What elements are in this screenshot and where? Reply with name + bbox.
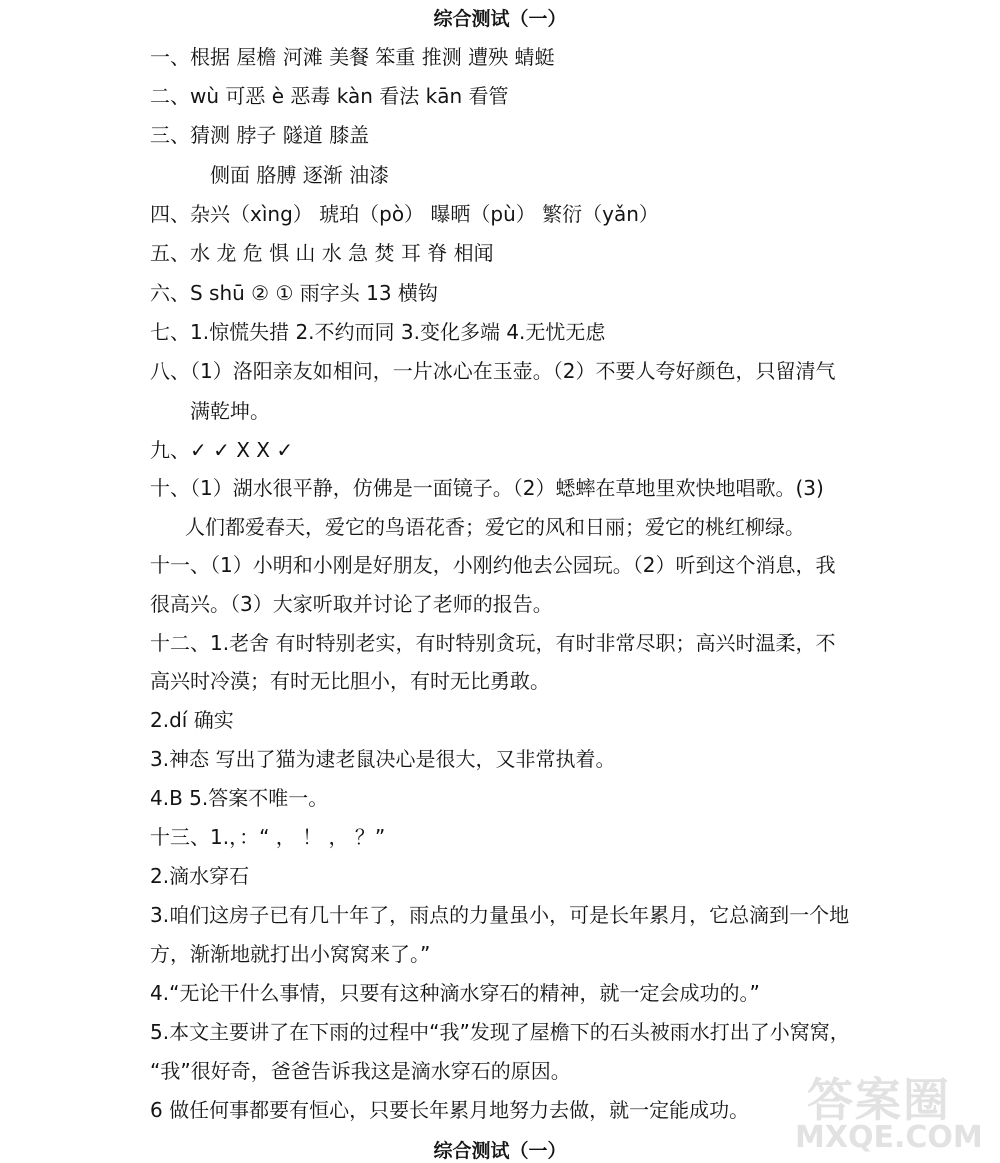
watermark-en: MXQE.COM [795, 1120, 983, 1155]
answer-line: 十三、1.，：“ ， ！ ， ？” [150, 825, 386, 849]
page-title: 综合测试（一） [433, 8, 567, 30]
answer-line: “我”很好奇，爸爸告诉我这是滴水穿石的原因。 [150, 1059, 571, 1083]
answer-line: 十二、1.老舍 有时特别老实，有时特别贪玩，有时非常尽职；高兴时温柔，不 [150, 631, 836, 655]
answer-line: 4.“无论干什么事情，只要有这种滴水穿石的精神，就一定会成功的。” [150, 981, 760, 1005]
answer-line: 4.B 5.答案不唯一。 [150, 786, 329, 810]
answer-line: 一、根据 屋檐 河滩 美餐 笨重 推测 遭殃 蜻蜓 [150, 45, 555, 69]
answer-line: 九、✓ ✓ X X ✓ [150, 438, 294, 462]
answer-line: 二、wù 可恶 è 恶毒 kàn 看法 kān 看管 [150, 84, 509, 108]
watermark-cn: 答案圈 [807, 1073, 951, 1127]
answer-line: 方，渐渐地就打出小窝窝来了。” [150, 942, 431, 966]
answer-line: 2.dí 确实 [150, 708, 234, 732]
answer-line: 5.本文主要讲了在下雨的过程中“我”发现了屋檐下的石头被雨水打出了小窝窝， [150, 1020, 850, 1044]
answer-line: 三、猜测 脖子 隧道 膝盖 [150, 123, 370, 147]
answer-line: 满乾坤。 [190, 399, 270, 423]
answer-line: 高兴时冷漠；有时无比胆小，有时无比勇敢。 [150, 669, 550, 693]
answer-line: 侧面 胳膊 逐渐 油漆 [210, 163, 390, 187]
answer-line: 五、水 龙 危 惧 山 水 急 焚 耳 脊 相闻 [150, 241, 494, 265]
answer-line: 六、S shū ② ① 雨字头 13 横钩 [150, 281, 438, 305]
answer-line: 2.滴水穿石 [150, 864, 250, 888]
answer-line: 3.神态 写出了猫为逮老鼠决心是很大，又非常执着。 [150, 747, 616, 771]
answer-line: 八、（1）洛阳亲友如相问，一片冰心在玉壶。（2）不要人夸好颜色，只留清气 [150, 359, 836, 383]
answer-line: 6 做任何事都要有恒心，只要长年累月地努力去做，就一定能成功。 [150, 1098, 750, 1122]
answer-line: 3.咱们这房子已有几十年了，雨点的力量虽小，可是长年累月，它总滴到一个地 [150, 903, 850, 927]
answer-line: 人们都爱春天，爱它的鸟语花香；爱它的风和日丽；爱它的桃红柳绿。 [185, 515, 805, 539]
footer-title: 综合测试（一） [433, 1140, 567, 1162]
answer-line: 很高兴。（3）大家听取并讨论了老师的报告。 [150, 592, 553, 616]
answer-line: 十一、（1）小明和小刚是好朋友，小刚约他去公园玩。（2）听到这个消息，我 [150, 553, 836, 577]
answer-line: 四、杂兴（xìng） 琥珀（pò） 曝晒（pù） 繁衍（yǎn） [150, 202, 659, 226]
answer-line: 七、1.惊慌失措 2.不约而同 3.变化多端 4.无忧无虑 [150, 320, 606, 344]
answer-line: 十、（1）湖水很平静，仿佛是一面镜子。（2）蟋蟀在草地里欢快地唱歌。(3) [150, 476, 824, 500]
